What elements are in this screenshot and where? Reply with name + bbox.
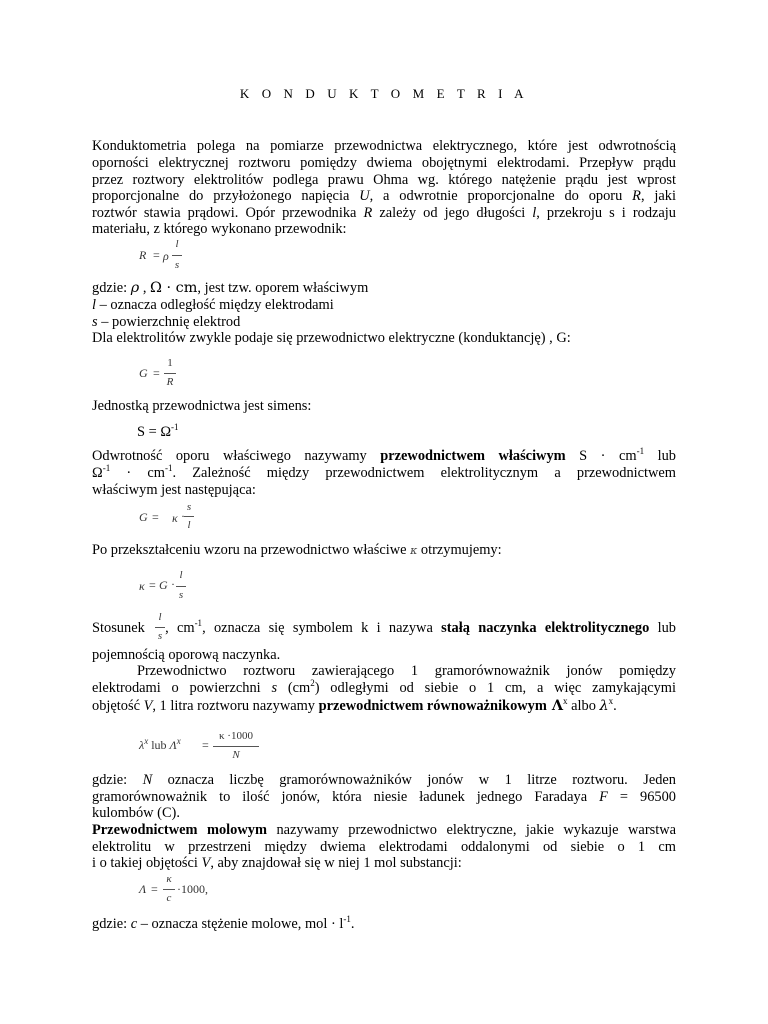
text-run: , [139,280,151,296]
formula-denominator: l [187,519,191,531]
symbol-s: s [92,314,98,330]
formula-numerator: l [179,569,183,581]
intro-line-1: Konduktometria polega na pomiarze przewodnictwa elektrycznego, które jest odwrotnością [92,138,676,154]
text-run: – powierzchnię elektrod [97,314,241,330]
unit-ohm-cm: Ω · cm [150,280,198,296]
where-n-line-2 [92,789,676,806]
formula-equals: = [149,578,156,592]
symbol-lambda: λ [599,698,609,714]
unit-intro: Jednostką przewodnictwa jest simens: [92,398,312,414]
where-distance [92,297,334,314]
formula-rest: ·1000, [177,882,208,896]
exponent: x [144,736,149,746]
intro-line-5 [92,205,676,222]
text-run: , cm [165,620,195,636]
ratio-numerator: l [158,611,162,623]
fraction-bar [172,255,182,256]
text-run: proporcjonalne do przyłożonego napięcia [92,188,360,204]
bold-term: przewodnictwem równoważnikowym [318,698,547,714]
text-run: . [613,698,617,714]
formula-lhs: G [139,510,148,524]
text-run: Po przekształceniu wzoru na przewodnictwo właściwe [92,542,411,558]
symbol-v: V [143,698,153,714]
text-run: . [350,916,355,932]
symbol-omega: Ω [92,465,103,481]
text-run: . Zależność między przewodnictwem elektrolitycznym a przewodnictwem [172,465,676,481]
exponent: x [563,696,568,707]
formula-numerator: s [186,501,192,513]
formula-kappa: κ [172,511,178,525]
exponent: -1 [102,463,111,474]
siemens-equation: S = Ω [137,424,172,440]
formula-dot: · [171,577,175,591]
exponent: -1 [171,422,179,433]
intro-line-3: przez roztwory elektrolitów podlega prawu Ohma wg. którego natężenie prądu jest wprost [92,172,676,188]
bold-term: przewodnictwem właściwym [380,448,566,464]
bold-term: Przewodnictwem molowym [92,822,267,838]
symbol-f: F [599,789,608,805]
text-run: albo [567,698,600,714]
formula-lhs: Λ [139,882,147,896]
symbol-kappa: κ [410,544,418,557]
unit: · cm [110,465,165,481]
specific-line-1 [92,448,676,465]
intro-line-4 [92,188,676,205]
text-run: lub [644,448,676,464]
formula-numerator: κ [166,873,172,885]
unit: S · cm [565,448,637,464]
exponent: 2 [310,678,315,689]
text-run: nazywamy przewodnictwo elektryczne, jakie wykazuje warstwa [266,822,676,838]
exponent: -1 [343,914,351,925]
text-run: – oznacza odległość między elektrodami [96,297,334,313]
intro-line-2: oporności elektrycznej roztworu pomiędzy dwiema obojętnymi elektrodami. Przepływ prądu [92,155,676,171]
where-n-line-1 [92,772,676,789]
transform-text [92,542,502,559]
specific-line-2 [92,465,676,482]
word-lub: lub [151,738,167,752]
fraction-bar [163,889,175,890]
symbol-lambda-capital: Λ [169,738,177,752]
text-run: (cm [277,680,311,696]
symbol-l: l [92,297,96,313]
text-run: gramorównoważnik to ilość jonów, która niesie ładunek jednego Faradaya [92,789,600,805]
symbol-v: V [201,855,211,871]
text-run: , jaki [640,188,676,204]
text-run: gdzie: [92,280,131,296]
formula-denominator: s [178,589,184,601]
text-run: , aby znajdował się w niej 1 mol substancji: [210,855,462,871]
fraction-bar [176,586,186,587]
exponent: x [176,736,181,746]
symbol-u: U [359,188,370,204]
formula-numerator: 1 [167,357,173,369]
exponent: -1 [194,618,203,629]
formula-equals: = [151,882,158,896]
formula-numerator: κ ·1000 [219,730,253,742]
text-run: gdzie: [92,916,131,932]
unit-siemens [137,424,179,441]
text-run: , jest tzw. oporem właściwym [197,280,369,296]
ratio-line-2: pojemnością oporową naczynka. [92,647,281,663]
formula-equals: = [152,510,159,524]
text-run: , oznacza się symbolem k i nazywa [202,620,442,636]
where-n-line-3: kulombów (C). [92,805,180,821]
text-run: zależy od jego długości [372,205,533,221]
intro-line-6: materiału, z którego wykonano przewodnik: [92,221,347,237]
fraction-bar [213,746,259,747]
symbol-n: N [142,772,153,788]
molar-line-3 [92,855,462,872]
formula-equals: = [153,366,160,380]
text-run: i o takiej objętości [92,855,202,871]
text-run: gdzie: [92,772,143,788]
symbol-rho: ρ [130,280,140,296]
text-run: objętość [92,698,144,714]
text-run: , przekroju s i rodzaju [536,205,676,221]
formula-denominator: s [174,259,180,271]
formula-equals: = [153,248,160,262]
formula-rho: ρ [163,249,169,263]
formula-numerator: l [175,238,179,250]
text-run: oznacza liczbę gramorównoważników jonów w 1 litrze roztworu. Jeden [152,772,676,788]
formula-g: G [159,578,168,592]
fraction-bar [184,516,194,517]
text-run: – oznacza stężenie molowe, mol · l [137,916,344,932]
formula-lhs: κ [139,579,145,593]
symbol-r: R [632,188,641,204]
text-run: , 1 litra roztworu nazywamy [152,698,319,714]
ratio-denominator: s [157,630,163,642]
where-area [92,314,240,331]
formula-denominator: c [166,892,172,904]
text-run: elektrodami o powierzchni [92,680,272,696]
where-concentration [92,916,354,933]
equiv-line-1: Przewodnictwo roztworu zawierającego 1 gramorównoważnik jonów pomiędzy [137,663,676,679]
formula-equals: = [202,738,209,752]
symbol-lambda-capital: Λ [546,697,564,714]
text-run: Odwrotność oporu właściwego nazywamy [92,448,381,464]
text-run: lub [649,620,676,636]
exponent: x [608,696,614,707]
ratio-line-1 [92,620,676,637]
fraction-bar [164,373,176,374]
equiv-line-3 [92,697,617,715]
text-run: = 96500 [607,789,676,805]
fraction-bar [155,627,165,628]
symbol-c: c [130,916,138,932]
page-title: K O N D U K T O M E T R I A [239,86,529,101]
formula-dot: · [181,509,185,523]
text-run: , a odwrotnie proporcjonalne do oporu [369,188,633,204]
exponent: -1 [636,446,645,457]
text-run: Stosunek [92,620,154,636]
specific-line-3: właściwym jest następująca: [92,482,256,498]
symbol-s: s [271,680,278,696]
formula-denominator: R [166,376,174,388]
symbol-lambda: λ [139,738,145,752]
formula-denominator: N [232,749,240,761]
text-run: roztwór stawia prądowi. Opór przewodnika [92,205,364,221]
formula-lhs: R [139,248,147,262]
where-resistivity [92,280,368,297]
symbol-l: l [532,205,537,221]
text-run: ) odległymi od siebie o 1 cm, a więc zamykającymi [314,680,676,696]
molar-line-2: elektrolitu w przestrzeni między dwiema elektrodami oddalonymi od siebie o 1 cm [92,839,676,855]
bold-term: stałą naczynka elektrolitycznego [441,620,650,636]
conductance-intro: Dla elektrolitów zwykle podaje się przewodnictwo elektryczne (konduktancję) , G: [92,330,571,346]
symbol-r: R [363,205,373,221]
exponent: -1 [164,463,173,474]
formula-lambda [139,738,181,753]
molar-line-1 [92,822,676,839]
equiv-line-2 [92,680,676,697]
text-run: otrzymujemy: [417,542,502,558]
formula-lhs: G [139,366,148,380]
